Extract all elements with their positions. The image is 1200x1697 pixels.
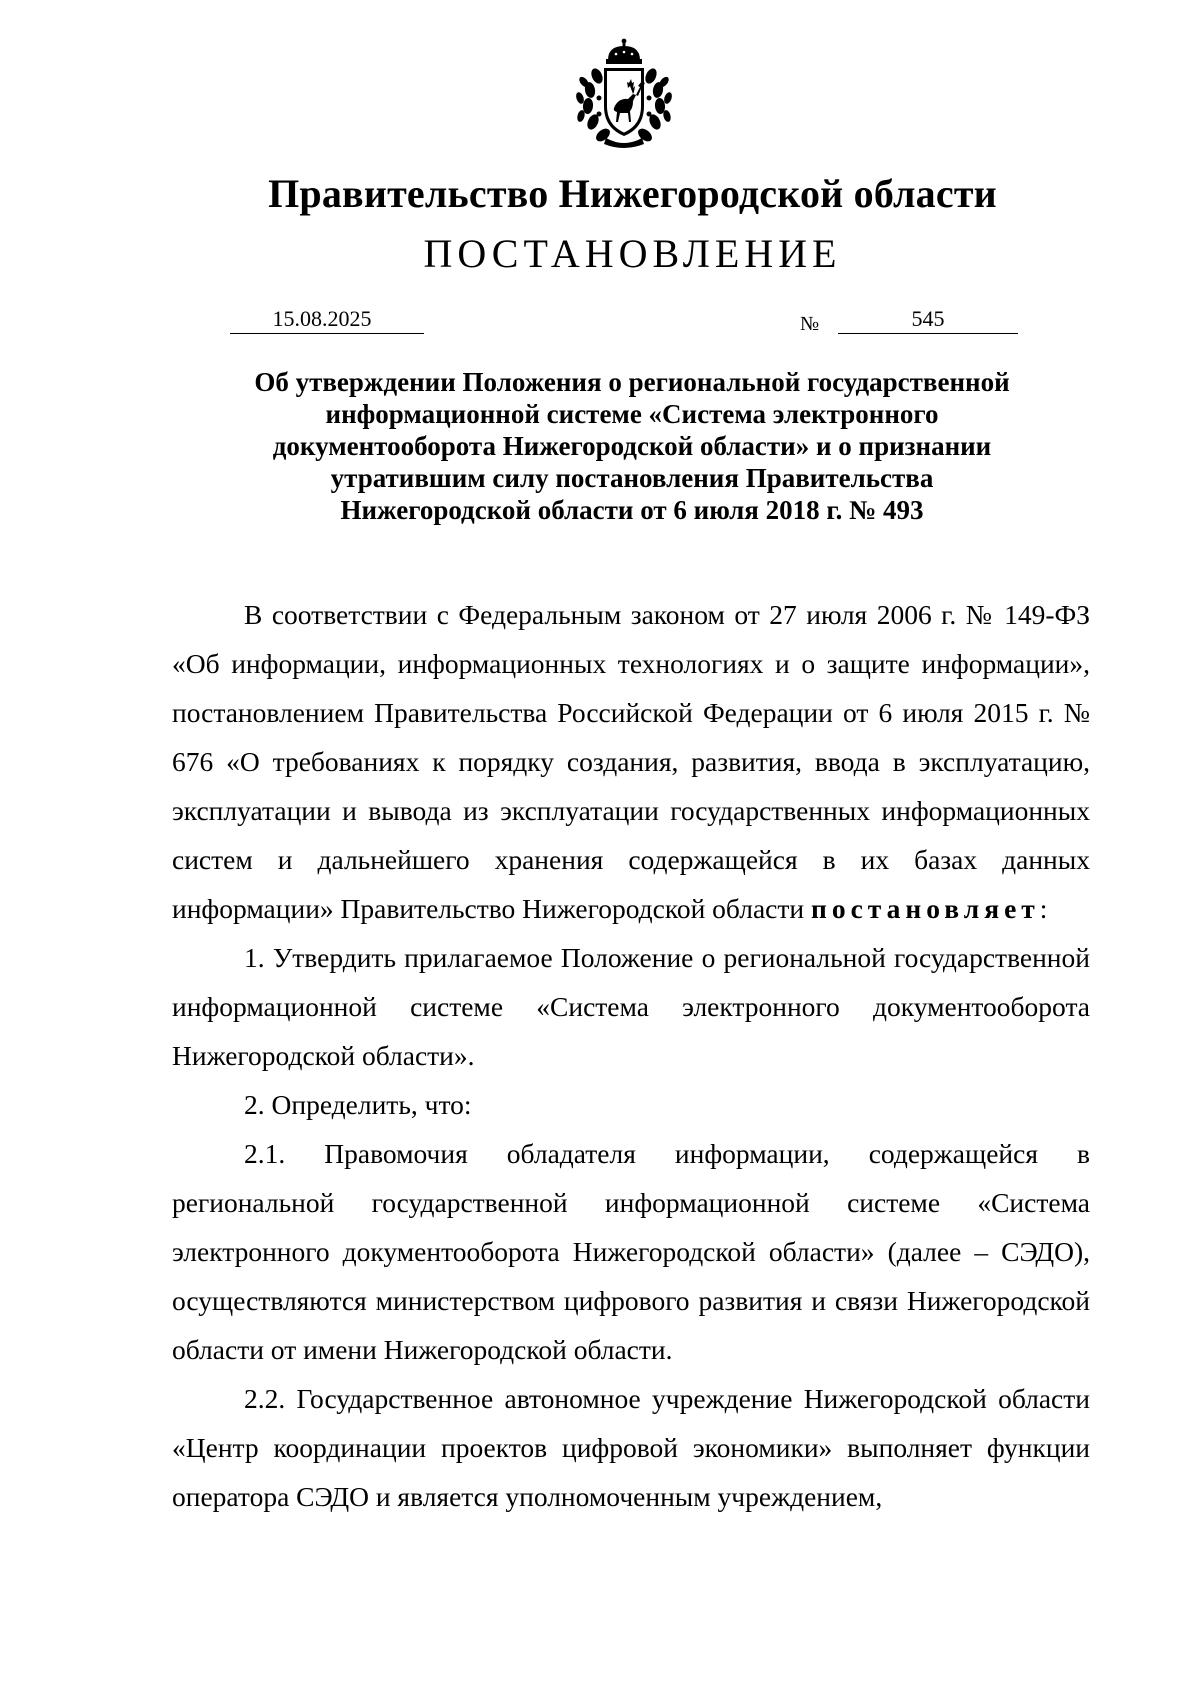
title-line: Нижегородской области от 6 июля 2018 г. № 493 — [340, 495, 924, 525]
document-title — [232, 366, 1032, 526]
document-body — [172, 590, 1090, 1521]
title-line: информационной системе «Система электронного — [325, 399, 939, 429]
government-name: Правительство Нижегородской области — [268, 171, 997, 216]
paragraph-2-1: 2.1. Правомочия обладателя информации, содержащейся в региональной государственной информационной системе «Система электронного документооборота Нижегородской области» (далее – СЭДО), осуществляются министерством цифрового развития и связи Нижегородской области от имени Нижегородской области. — [172, 1138, 1090, 1365]
number-label: № — [800, 313, 820, 335]
title-line: документооборота Нижегородской области» и о признании — [272, 431, 992, 461]
document-date: 15.08.2025 — [230, 305, 424, 334]
title-line: утратившим силу постановления Правительства — [330, 463, 934, 493]
paragraph-2-2: 2.2. Государственное автономное учреждение Нижегородской области «Центр координации проектов цифровой экономики» выполняет функции оператора СЭДО и является уполномоченным учреждением, — [172, 1383, 1090, 1512]
title-line: Об утверждении Положения о региональной государственной — [254, 367, 1010, 397]
preamble-text: В соответствии с Федеральным законом от 27 июля 2006 г. № 149-ФЗ «Об информации, информационных технологиях и о защите информации», постановлением Правительства Российской Федерации от 6 июля 2015 г. № 676 «О требованиях к порядку создания, развития, ввода в эксплуатацию, эксплуатации и вывода из эксплуатации государственных информационных систем и дальнейшего хранения содержащейся в их базах данных информации» Правительство Нижегородской области — [172, 599, 1090, 924]
resolves-word: постановляет — [810, 893, 1040, 924]
document-type: ПОСТАНОВЛЕНИЕ — [423, 231, 842, 276]
resolves-colon: : — [1039, 893, 1048, 924]
document-number: 545 — [838, 305, 1018, 334]
coat-of-arms-icon — [570, 36, 678, 148]
paragraph-1: 1. Утвердить прилагаемое Положение о региональной государственной информационной системе «Система электронного документооборота Нижегородской области». — [172, 942, 1090, 1071]
paragraph-2: 2. Определить, что: — [244, 1089, 472, 1120]
preamble-paragraph — [172, 590, 1090, 933]
